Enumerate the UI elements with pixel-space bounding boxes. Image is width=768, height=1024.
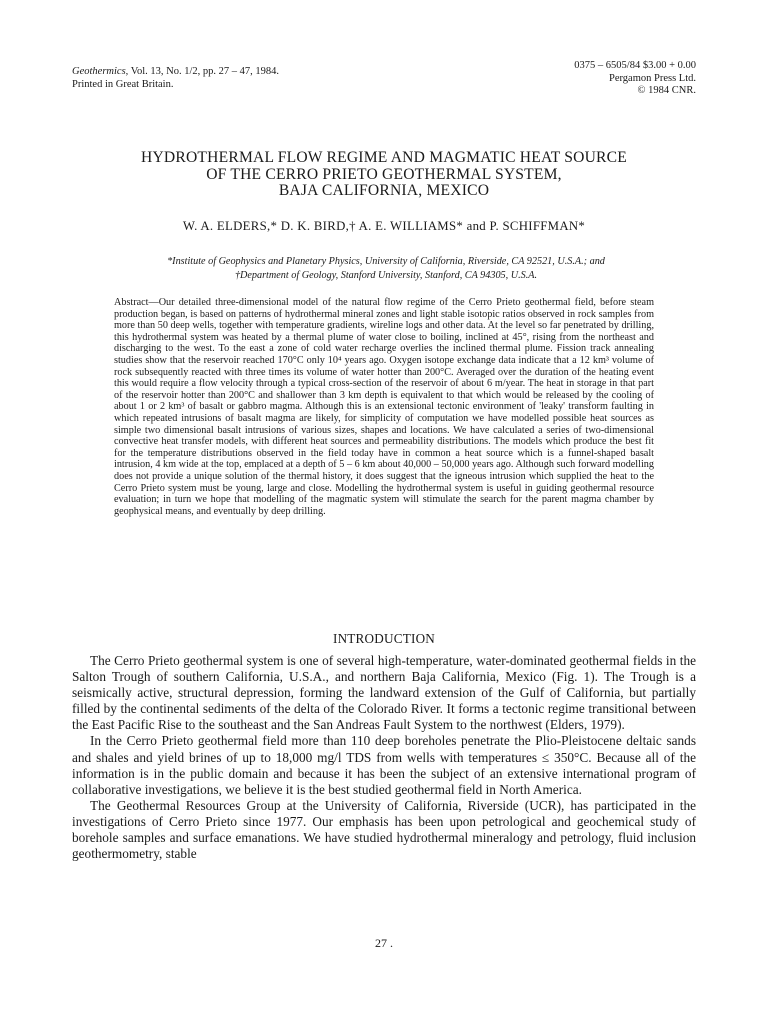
journal-name: Geothermics, [72,66,129,77]
author-list: W. A. ELDERS,* D. K. BIRD,† A. E. WILLIAMS* and P. SCHIFFMAN* [182,219,586,233]
affiliations [76,255,696,282]
section-heading-introduction: INTRODUCTION [332,631,436,646]
paper-title [40,150,728,200]
printed-line: Printed in Great Britain. [72,78,174,90]
title-line: BAJA CALIFORNIA, MEXICO [278,182,490,199]
publisher-name: Pergamon Press Ltd. [608,72,696,84]
paragraph: The Geothermal Resources Group at the University of California, Riverside (UCR), has participated in the investigations of Cerro Prieto since 1977. Our emphasis has been upon petrological and geochemical study of borehole samples and surface emanations. We have studied hydrothermal mineralogy and petrology, fluid inclusion geothermometry, stable [72,797,696,862]
title-line: HYDROTHERMAL FLOW REGIME AND MAGMATIC HEAT SOURCE [140,149,627,166]
title-line: OF THE CERRO PRIETO GEOTHERMAL SYSTEM, [206,165,562,183]
volume-info: Vol. 13, No. 1/2, pp. 27 – 47, 1984. [128,66,279,77]
paragraph: In the Cerro Prieto geothermal field more than 110 deep boreholes penetrate the Plio-Pleistocene deltaic sands and shales and yield brines of up to 18,000 mg/l TDS from wells with temperatures ≤ 350°C. Because all of the information is in the public domain and because it has been the subject of an extensive international program of collaborative investigations, we believe it is the best studied geothermal field in North America. [72,733,696,797]
citation-line [72,66,279,79]
abstract-text: —Our detailed three-dimensional model of the natural flow regime of the Cerro Prieto geothermal field, before steam production began, is based on patterns of hydrothermal mineral zones and light stable isotopic ratios observed in rock samples from more than 50 deep wells, together with temperature gradients, wireline logs and other data. At the level so far penetrated by drilling, this hydrothermal system was heated by a thermal plume of water close to boiling, inclined at 45°, rising from the northeast and discharging to the west. To the east a zone of cold water recharge overlies the inclined thermal plume. Fission track annealing studies show that the reservoir reached 170°C only 10⁴ years ago. Oxygen isotope exchange data indicate that a 12 km³ volume of rock subsequently reacted with three times its volume of water hotter than 200°C. Averaged over the duration of the heating event this would require a flow velocity through a typical cross-section of the reservoir of about 6 m/year. The heat in storage in that part of the reservoir hotter than 200°C and shallower than 3 km depth is equivalent to that which would be released by the cooling of about 1 or 2 km³ of basalt or gabbro magma. Although this is an extensional tectonic environment of 'leaky' transform faulting in which repeated intrusions of basalt magma are likely, for simplicity of computation we have modelled possible heat sources as simple two dimensional basalt intrusions of various sizes, shapes and locations. We have calculated a series of two-dimensional convective heat transfer models, with different heat sources and permeability distributions. The models which produce the best fit for the temperature distributions observed in the field today have in common a heat source which is a funnel-shaped basalt intrusion, 4 km wide at the top, emplaced at a depth of 5 – 6 km about 40,000 – 50,000 years ago. Although such forward modelling does not provide a unique solution of the thermal history, it does suggest that the igneous intrusion which supplied the heat to the Cerro Prieto system must be young, large and close. Modelling the hydrothermal system is useful in guiding geothermal resource evaluation; in turn we hope that modelling of the magmatic system will stimulate the search for the parent magma chamber by geophysical means, and eventually by deep drilling. [114,297,654,517]
page-number: 27 . [375,936,393,950]
abstract-label: Abstract [114,297,149,308]
journal-citation [72,66,279,91]
copyright-line: © 1984 CNR. [637,85,696,96]
abstract [114,297,654,517]
publisher-info [574,60,696,98]
affiliation-ucr: *Institute of Geophysics and Planetary Physics, University of California, Riverside, CA 92521, U.S.A.; and [167,256,605,267]
price-code: 0375 – 6505/84 $3.00 + 0.00 [574,60,696,71]
paragraph: The Cerro Prieto geothermal system is one of several high-temperature, water-dominated geothermal fields in the Salton Trough of southern California, U.S.A., and northern Baja California, Mexico (Fig. 1). The Trough is a seismically active, structural depression, forming the landward extension of the Gulf of California, but partially filled by the continental sediments of the delta of the Colorado River. It forms a tectonic regime transitional between the East Pacific Rise to the southeast and the San Andreas Fault System to the northwest (Elders, 1979). [72,653,696,733]
affiliation-stanford: †Department of Geology, Stanford University, Stanford, CA 94305, U.S.A. [234,269,538,281]
body-text [72,653,696,862]
